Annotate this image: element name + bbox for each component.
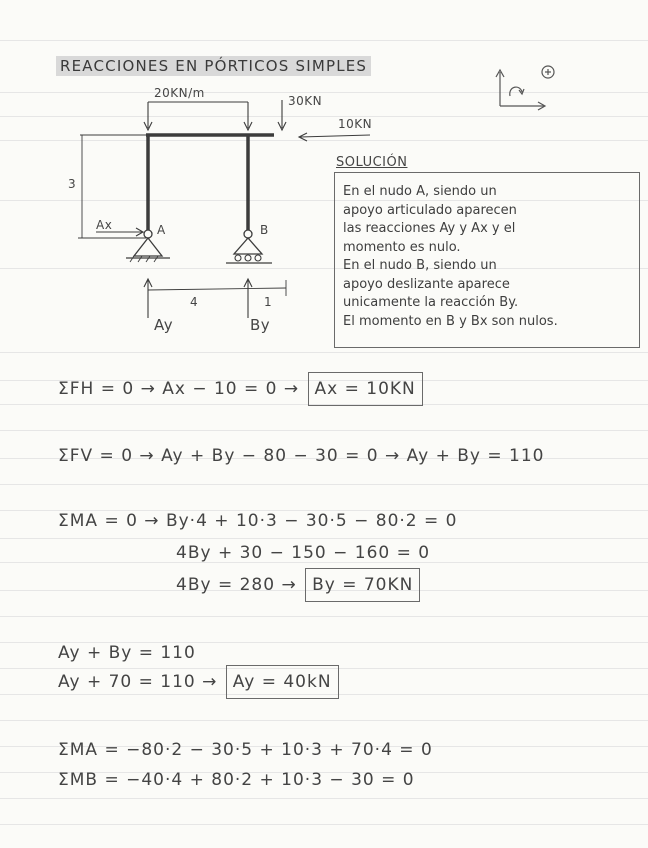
frame-diagram bbox=[60, 80, 380, 350]
label-vertical-load: 30KN bbox=[288, 94, 323, 108]
equation-text: ΣFH = 0 → Ax − 10 = 0 → bbox=[58, 379, 300, 399]
label-horizontal-load: 10KN bbox=[338, 117, 373, 131]
solution-line: unicamente la reacción By. bbox=[343, 295, 519, 310]
equation-check-mb bbox=[58, 770, 415, 790]
support-b bbox=[234, 238, 262, 254]
label-node-b: B bbox=[260, 223, 269, 237]
support-b-pin bbox=[244, 230, 252, 238]
equation-moments-a-step bbox=[176, 543, 430, 563]
result-by: By = 70KN bbox=[305, 568, 420, 602]
label-span-overhang: 1 bbox=[264, 295, 273, 309]
support-a bbox=[134, 238, 162, 256]
solution-line: El momento en B y Bx son nulos. bbox=[343, 313, 558, 329]
result-ax: Ax = 10KN bbox=[308, 372, 423, 406]
equation-horizontal-forces bbox=[58, 372, 423, 406]
solution-heading: SOLUCIÓN bbox=[336, 155, 408, 170]
equation-ay-solve bbox=[58, 665, 339, 699]
label-distributed-load: 20KN/m bbox=[154, 86, 205, 100]
equation-text: 4By = 280 → bbox=[176, 575, 297, 595]
span-dimension bbox=[148, 288, 286, 290]
equation-moments-a bbox=[58, 511, 457, 531]
horizontal-load-arrow bbox=[300, 135, 370, 137]
label-height: 3 bbox=[68, 177, 77, 191]
equation-sum-reactions bbox=[58, 643, 196, 663]
equation-check-ma bbox=[58, 740, 433, 760]
equation-text: ΣFV = 0 → Ay + By − 80 − 30 = 0 → Ay + By = 110 bbox=[58, 446, 545, 466]
equation-text: ΣMA = −80·2 − 30·5 + 10·3 + 70·4 = 0 bbox=[58, 740, 433, 760]
solution-line: En el nudo A, siendo un bbox=[343, 184, 497, 199]
label-node-a: A bbox=[157, 223, 166, 237]
support-a-pin bbox=[144, 230, 152, 238]
result-ay: Ay = 40kN bbox=[226, 665, 339, 699]
label-span-main: 4 bbox=[190, 295, 199, 309]
label-reaction-ax: Ax bbox=[96, 218, 113, 232]
solution-box bbox=[334, 172, 640, 348]
label-reaction-ay: Ay bbox=[154, 316, 174, 334]
equation-text: ΣMA = 0 → By·4 + 10·3 − 30·5 − 80·2 = 0 bbox=[58, 511, 458, 531]
solution-line: apoyo deslizante aparece bbox=[343, 276, 510, 292]
equation-text: Ay + 70 = 110 → bbox=[58, 672, 218, 692]
solution-line: En el nudo B, siendo un bbox=[343, 258, 497, 273]
equation-vertical-forces bbox=[58, 446, 544, 466]
equation-text: ΣMB = −40·4 + 80·2 + 10·3 − 30 = 0 bbox=[58, 770, 415, 790]
equation-text: 4By + 30 − 150 − 160 = 0 bbox=[176, 543, 431, 563]
sign-convention-icon bbox=[486, 62, 556, 114]
solution-line: las reacciones Ay y Ax y el bbox=[343, 221, 516, 236]
equation-text: Ay + By = 110 bbox=[58, 643, 196, 663]
solution-line: momento es nulo. bbox=[343, 239, 461, 255]
equation-by-solve bbox=[176, 568, 420, 602]
label-reaction-by: By bbox=[250, 316, 271, 334]
page-title: REACCIONES EN PÓRTICOS SIMPLES bbox=[56, 56, 371, 76]
solution-line: apoyo articulado aparecen bbox=[343, 202, 517, 218]
